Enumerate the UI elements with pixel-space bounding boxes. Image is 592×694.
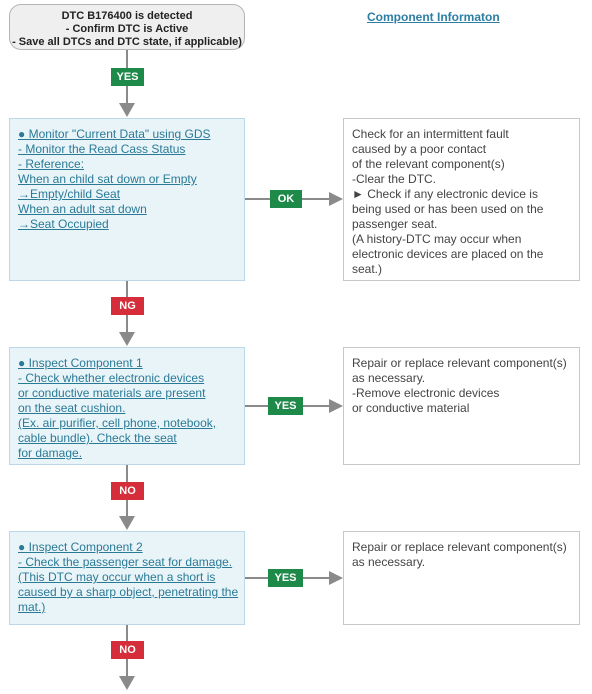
step-2-result-box (343, 347, 580, 465)
step-1-ok-badge: OK (270, 190, 302, 208)
step-3-result-line: Repair or replace relevant component(s) (352, 540, 567, 554)
step-1-ng-badge: NG (111, 297, 144, 315)
step-1-line[interactable]: →Seat Occupied (18, 217, 109, 231)
step-2-line[interactable]: on the seat cushion. (18, 401, 126, 415)
step-3-result-box (343, 531, 580, 625)
start-line: - Save all DTCs and DTC state, if applicable) (12, 36, 242, 48)
step-2-result-line: Repair or replace relevant component(s) (352, 356, 567, 370)
start-yes-badge: YES (111, 68, 144, 86)
step-2-result-line: or conductive material (352, 401, 470, 415)
step-1-line[interactable]: ● Monitor "Current Data" using GDS (18, 127, 211, 141)
step-2-no-badge: NO (111, 482, 144, 500)
step-1-line[interactable]: - Reference: (18, 157, 85, 171)
step-3-line[interactable]: caused by a sharp object, penetrating the (18, 585, 239, 599)
step-1-result-line: -Clear the DTC. (352, 172, 437, 186)
step-3-line[interactable]: (This DTC may occur when a short is (18, 570, 216, 584)
step-1-result-line: being used or has been used on the (352, 202, 544, 216)
step-1-result-line: seat.) (352, 262, 383, 276)
step-2-line[interactable]: ● Inspect Component 1 (18, 356, 143, 370)
start-line: - Confirm DTC is Active (65, 23, 189, 35)
step-1-result-line: ► Check if any electronic device is (352, 187, 538, 201)
arrowhead-right (329, 399, 343, 413)
step-3-line[interactable]: ● Inspect Component 2 (18, 540, 143, 554)
step-2-result-line: -Remove electronic devices (352, 386, 500, 400)
step-1-line[interactable]: When an child sat down or Empty (18, 172, 197, 186)
start-box (9, 4, 245, 50)
step-1-result-line: (A history-DTC may occur when (352, 232, 522, 246)
step-2-yes-badge: YES (268, 397, 303, 415)
step-2-line[interactable]: - Check whether electronic devices (18, 371, 205, 385)
step-2-line[interactable]: for damage. (18, 446, 83, 460)
arrowhead-down (119, 332, 135, 346)
arrowhead-down (119, 516, 135, 530)
step-1-box (9, 118, 245, 281)
step-2-box (9, 347, 245, 465)
arrowhead-down (119, 103, 135, 117)
start-line: DTC B176400 is detected (61, 10, 193, 22)
step-1-line[interactable]: →Empty/child Seat (18, 187, 121, 201)
step-3-line[interactable]: - Check the passenger seat for damage. (18, 555, 233, 569)
component-information-link[interactable]: Component Informaton (367, 10, 500, 24)
step-2-line[interactable]: cable bundle). Check the seat (18, 431, 177, 445)
arrowhead-right (329, 192, 343, 206)
step-3-result-line: as necessary. (352, 555, 426, 569)
step-3-line[interactable]: mat.) (18, 600, 46, 614)
step-1-result-line: caused by a poor contact (352, 142, 487, 156)
step-1-result-line: electronic devices are placed on the (352, 247, 544, 261)
step-3-yes-badge: YES (268, 569, 303, 587)
step-2-line[interactable]: (Ex. air purifier, cell phone, notebook, (18, 416, 217, 430)
step-1-result-line: passenger seat. (352, 217, 438, 231)
step-1-result-box (343, 118, 580, 281)
arrowhead-right (329, 571, 343, 585)
step-3-no-badge: NO (111, 641, 144, 659)
step-1-result-line: of the relevant component(s) (352, 157, 505, 171)
step-2-line[interactable]: or conductive materials are present (18, 386, 206, 400)
step-1-result-line: Check for an intermittent fault (352, 127, 509, 141)
step-1-line[interactable]: - Monitor the Read Cass Status (18, 142, 186, 156)
step-1-line[interactable]: When an adult sat down (18, 202, 147, 216)
step-3-box (9, 531, 245, 625)
step-2-result-line: as necessary. (352, 371, 426, 385)
arrowhead-down (119, 676, 135, 690)
